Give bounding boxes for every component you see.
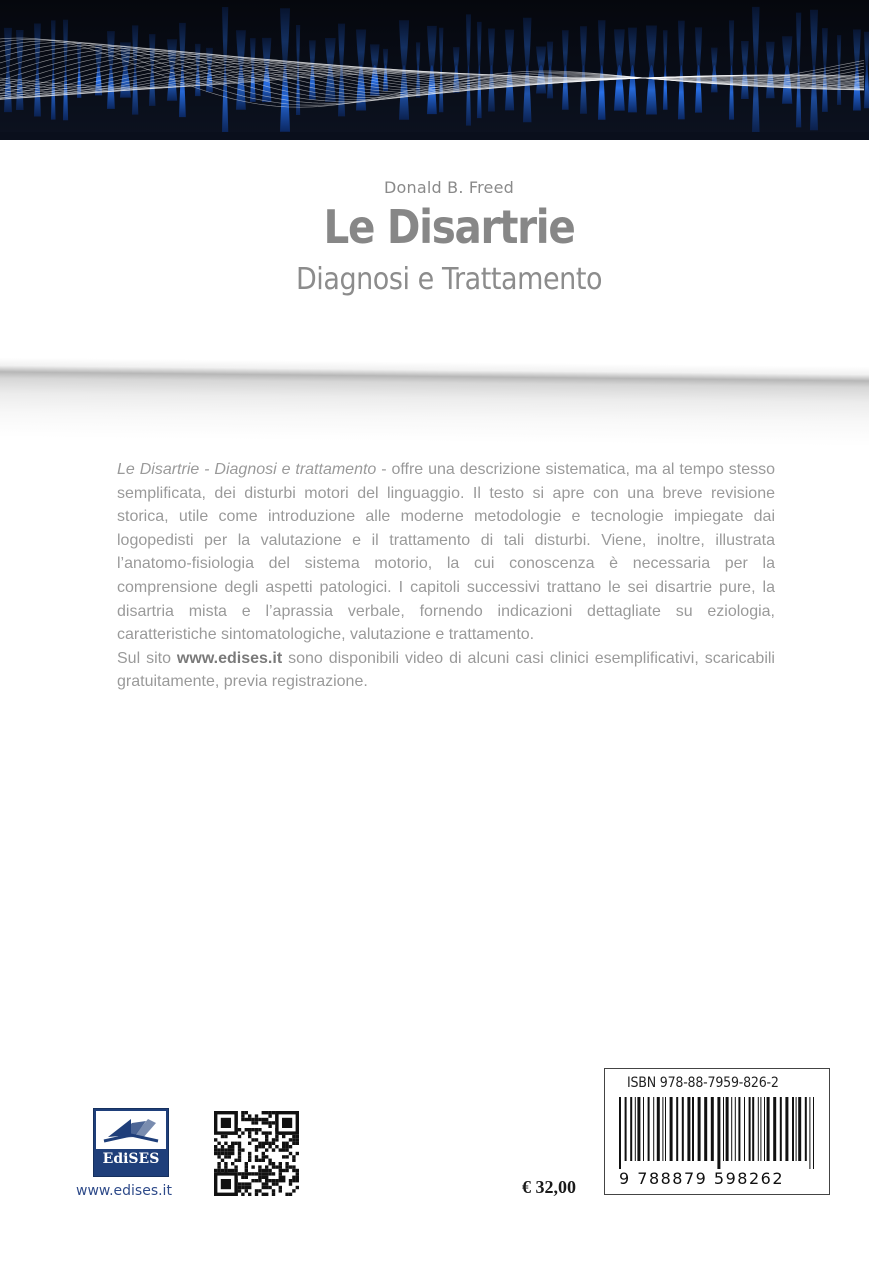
description-text-1: - offre una descrizione sistematica, ma al tempo stesso semplificata, dei disturbi motori del linguaggio. Il testo si apre con una breve revisione storica, utile come introduzione alle moderne metodologie e tecnologie impiegate dai logopedisti per la valutazione e il trattamento di tali disturbi. Viene, inoltre, illustrata l’anatomo-fisiologia del sistema motorio, la cui conoscenza è necessaria per la comprensione degli aspetti patologici. I capitoli successivi trattano le sei disartrie pure, la disartria mista e l’aprassia verbale, fornendo indicazioni dettagliate su eziologia, caratteristiche sintomatologiche, valutazione e trattamento. bbox=[117, 461, 776, 644]
description-paragraph-2 bbox=[117, 647, 775, 694]
book-price: € 32,00 bbox=[522, 1177, 576, 1197]
description-text-2a: Sul sito bbox=[117, 649, 177, 667]
author-name: Donald B. Freed bbox=[384, 178, 514, 197]
isbn-barcode-box bbox=[604, 1068, 830, 1195]
publisher-website[interactable]: www.edises.it bbox=[76, 1183, 172, 1199]
description-paragraph-1 bbox=[117, 458, 775, 647]
book-description bbox=[117, 458, 775, 694]
description-book-title: Le Disartrie - Diagnosi e trattamento bbox=[117, 461, 377, 478]
logo-book-area bbox=[96, 1111, 166, 1149]
description-website-link[interactable]: www.edises.it bbox=[176, 649, 283, 667]
barcode-icon bbox=[619, 1097, 815, 1169]
logo-wordmark: EdiSES bbox=[102, 1151, 160, 1167]
sound-wave-banner bbox=[0, 0, 869, 140]
qr-code-icon bbox=[207, 1106, 306, 1200]
edises-book-logo-icon bbox=[93, 1108, 169, 1177]
isbn-digits: 9 788879 598262 bbox=[619, 1169, 785, 1188]
book-subtitle: Diagnosi e Trattamento bbox=[295, 262, 603, 297]
open-book-icon bbox=[96, 1111, 166, 1149]
book-title: Le Disartrie bbox=[323, 200, 575, 254]
isbn-label: ISBN 978-88-7959-826-2 bbox=[627, 1075, 779, 1091]
paper-fold-shadow bbox=[0, 357, 869, 446]
description-text-2b: sono disponibili video di alcuni casi clinici esemplificativi, scaricabili gratuitamente, previa registrazione. bbox=[117, 649, 775, 691]
